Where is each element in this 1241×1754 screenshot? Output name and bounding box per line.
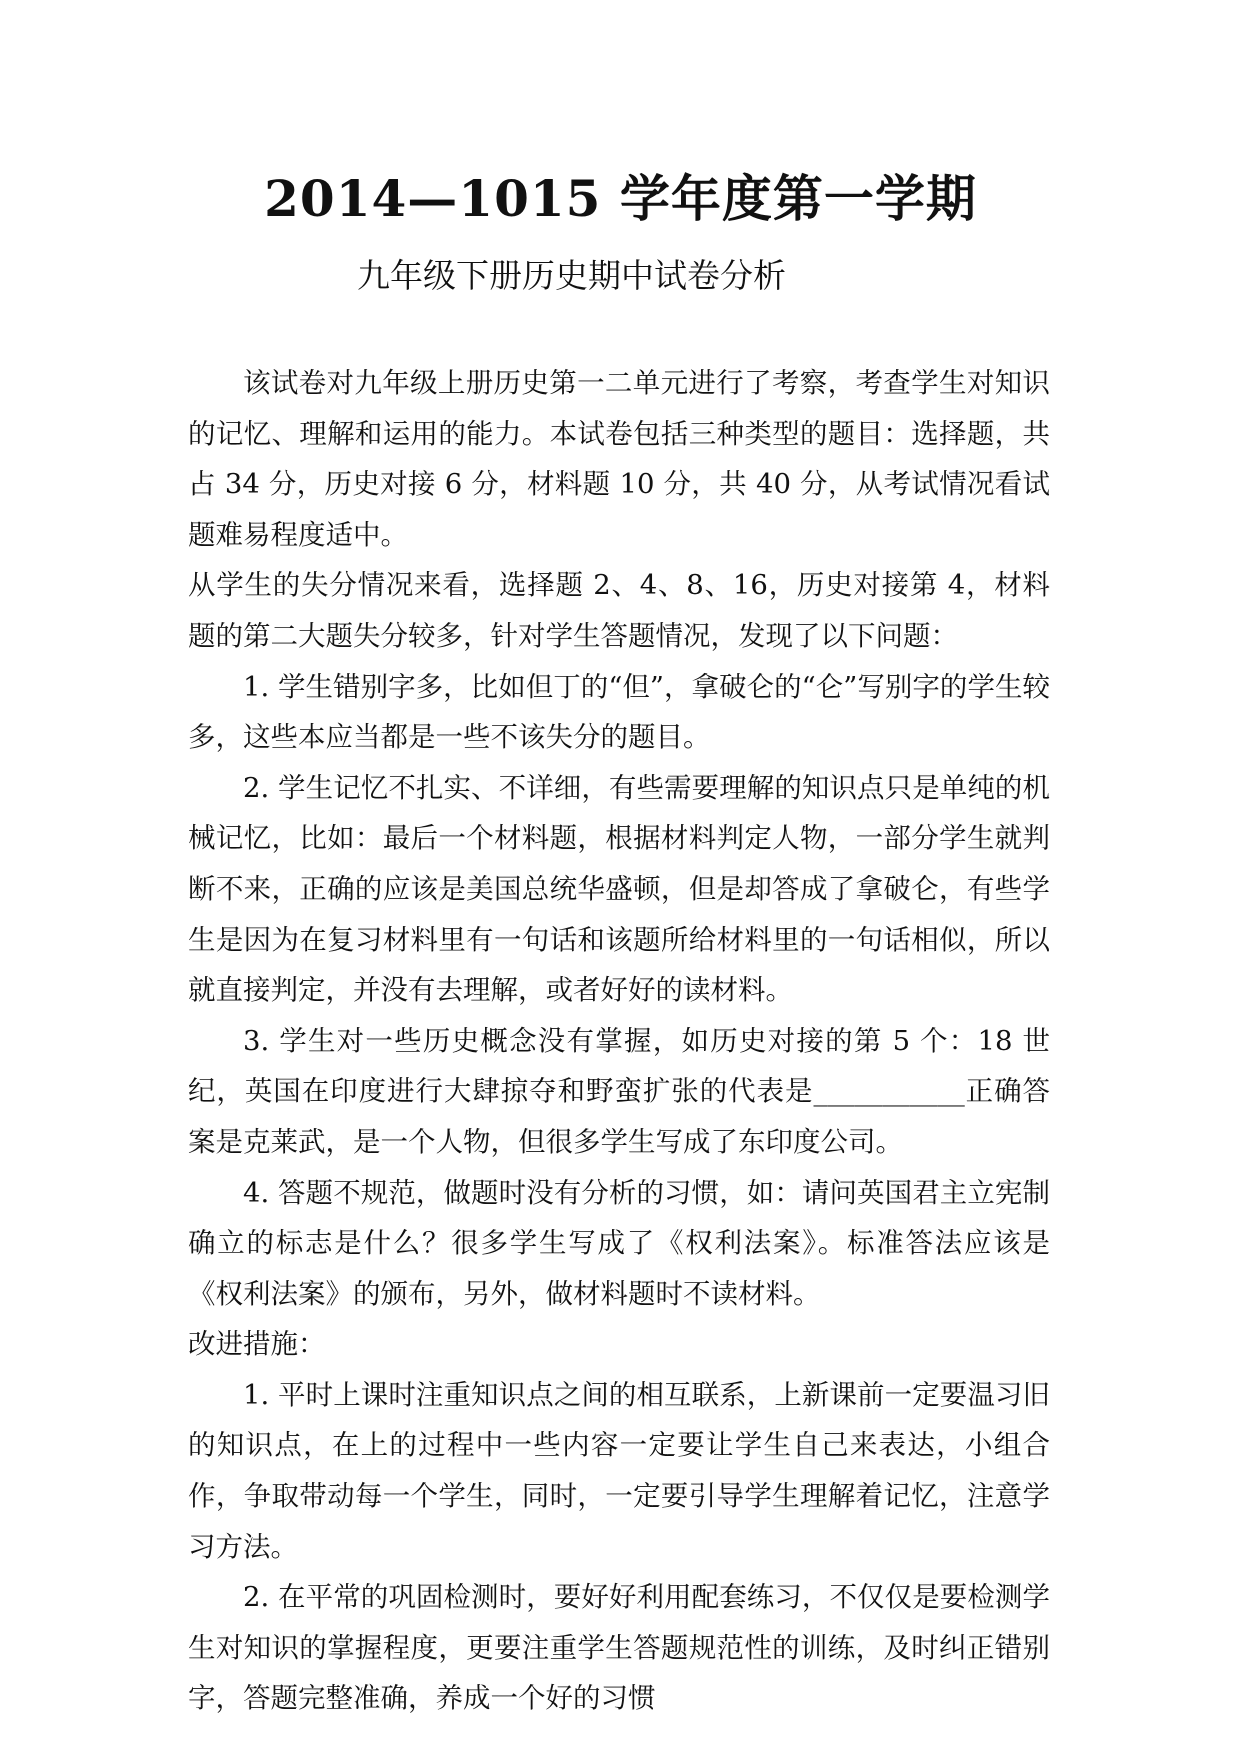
document-subtitle: 九年级下册历史期中试卷分析 — [357, 256, 786, 295]
problem-item-1: 1. 学生错别字多，比如但丁的“但”，拿破仑的“仑”写别字的学生较多，这些本应当都是一些不该失分的题目。 — [188, 670, 1050, 754]
measure-item-2: 2. 在平常的巩固检测时，要好好利用配套练习，不仅仅是要检测学生对知识的掌握程度，更要注重学生答题规范性的训练，及时纠正错别字，答题完整准确，养成一个好的习惯 — [188, 1581, 1050, 1715]
problem-item-4: 4. 答题不规范，做题时没有分析的习惯，如：请问英国君主立宪制确立的标志是什么？很多学生写成了《权利法案》。标准答法应该是《权利法案》的颁布，另外，做材料题时不读材料。 — [188, 1176, 1050, 1310]
paragraph-loss-overview: 从学生的失分情况来看，选择题 2、4、8、16，历史对接第 4，材料题的第二大题失分较多，针对学生答题情况，发现了以下问题： — [188, 569, 1050, 652]
paragraph-intro: 该试卷对九年级上册历史第一二单元进行了考察，考查学生对知识的记忆、理解和运用的能力。本试卷包括三种类型的题目：选择题，共占 34 分，历史对接 6 分，材料题 10 分，共 40 分，从考试情况看试题难易程度适中。 — [188, 367, 1050, 551]
measures-heading: 改进措施： — [188, 1328, 326, 1361]
document-body — [188, 358, 1050, 1724]
measure-item-1: 1. 平时上课时注重知识点之间的相互联系，上新课前一定要温习旧的知识点，在上的过程中一些内容一定要让学生自己来表达，小组合作，争取带动每一个学生，同时，一定要引导学生理解着记忆，注意学习方法。 — [188, 1378, 1050, 1563]
problem-item-3: 3. 学生对一些历史概念没有掌握，如历史对接的第 5 个：18 世纪，英国在印度进行大肆掠夺和野蛮扩张的代表是___________正确答案是克莱武，是一个人物，但很多学生写成了东印度公司。 — [188, 1024, 1050, 1158]
document-title: 2014—1015 学年度第一学期 — [264, 169, 977, 228]
problem-item-2: 2. 学生记忆不扎实、不详细，有些需要理解的知识点只是单纯的机械记忆，比如：最后一个材料题，根据材料判定人物，一部分学生就判断不来，正确的应该是美国总统华盛顿，但是却答成了拿破仑，有些学生是因为在复习材料里有一句话和该题所给材料里的一句话相似，所以就直接判定，并没有去理解，或者好好的读材料。 — [188, 771, 1050, 1007]
